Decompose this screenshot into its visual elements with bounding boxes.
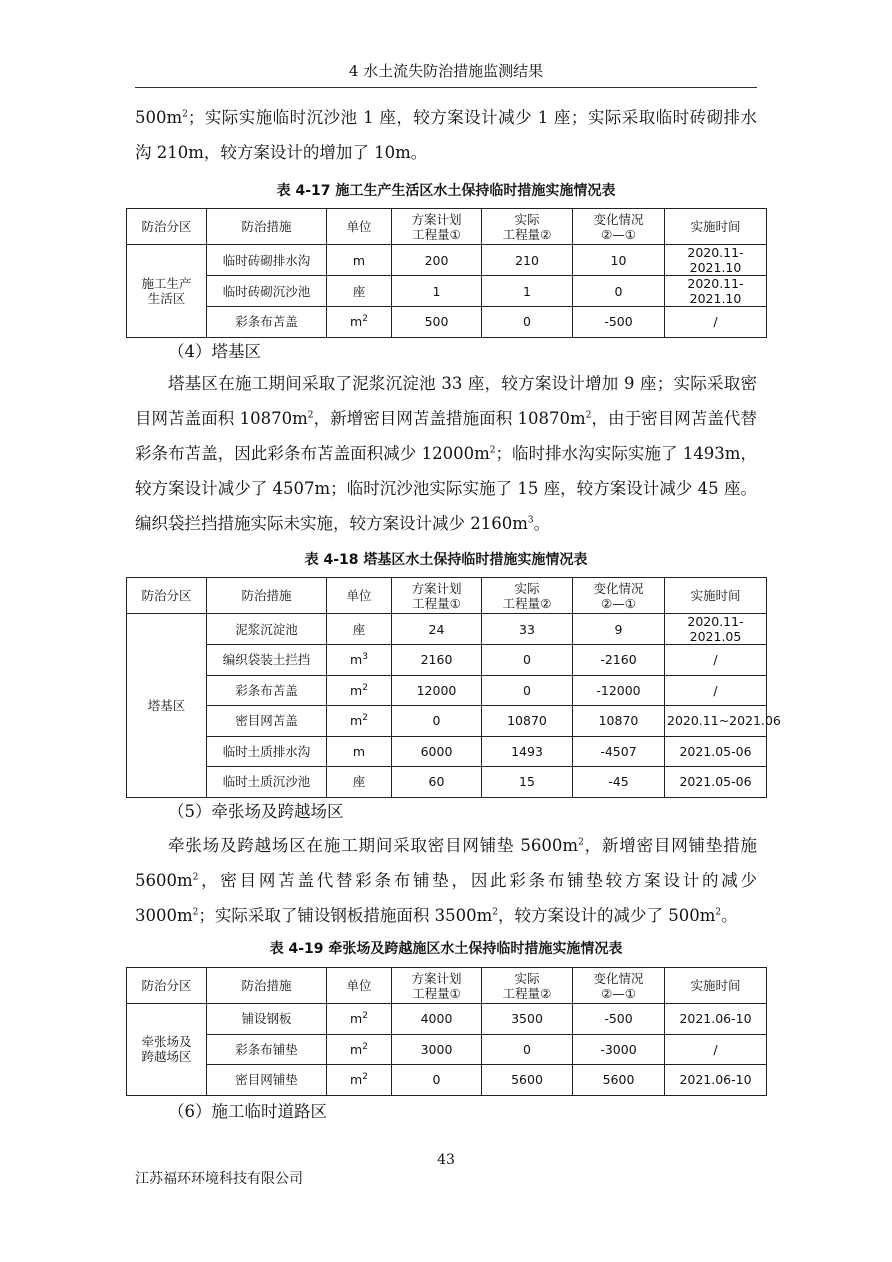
actual-cell: 210 [482,245,573,276]
header-actual: 实际 工程量② [482,578,573,614]
header-change: 变化情况 ②—① [573,968,665,1004]
table-row [127,245,767,276]
actual-cell: 0 [482,307,573,338]
unit-cell: $m^2$ [327,1065,392,1096]
measure-cell: 临时土质沉沙池 [207,767,327,798]
section-heading-5: （5）牵张场及跨越场区 [168,802,344,821]
table-row [127,1065,767,1096]
time-cell: 2020.11-2021.05 [665,614,767,645]
zone-cell: 牵张场及 跨越场区 [127,1004,207,1096]
header-change: 变化情况 ②—① [573,578,665,614]
plan-cell: 6000 [392,736,482,767]
section-heading-4: （4）塔基区 [168,342,261,361]
unit-cell: $m^2$ [327,1004,392,1035]
unit-cell: $m^2$ [327,307,392,338]
actual-cell: 1493 [482,736,573,767]
actual-cell: 33 [482,614,573,645]
paragraph-section-4: 塔基区在施工期间采取了泥浆沉淀池 33 座，较方案设计增加 9 座；实际采取密目网苫盖面积 $10870m^2$，新增密目网苫盖措施面积 $10870m^2$，由于密目网苫盖代替彩条布苫盖，因此彩条布苫盖面积减少 $12000m^2$；临时排水沟实际实施了 1493m，较方案设计减少了 4507m；临时沉沙池实际实施了 15 座，较方案设计减少 45 座。编织袋拦挡措施实际未实施，较方案设计减少 $2160m^3$。 [135,374,757,533]
time-cell: / [665,1034,767,1065]
zone-cell: 施工生产 生活区 [127,245,207,338]
actual-cell: 15 [482,767,573,798]
table-4-17-caption: 表 4-17 施工生产生活区水土保持临时措施实施情况表 [276,183,616,199]
unit-cell: $m^2$ [327,1034,392,1065]
plan-cell: 2160 [392,645,482,676]
change-cell: -500 [573,307,665,338]
header-unit: 单位 [327,578,392,614]
unit-cell: 座 [327,276,392,307]
page-header: 4 水土流失防治措施监测结果 [135,60,757,88]
time-cell: 2020.11-2021.10 [665,245,767,276]
change-cell: 10870 [573,706,665,737]
zone-cell: 塔基区 [127,614,207,798]
plan-cell: 1 [392,276,482,307]
table-row [127,307,767,338]
header-plan: 方案计划 工程量① [392,968,482,1004]
actual-cell: 1 [482,276,573,307]
paragraph-intro: $500m^2$；实际实施临时沉沙池 1 座，较方案设计减少 1 座；实际采取临时砖砌排水沟 210m，较方案设计的增加了 10m。 [135,108,757,162]
table-4-19 [126,967,767,1096]
measure-cell: 彩条布铺垫 [207,1034,327,1065]
unit-cell: $m^3$ [327,645,392,676]
header-zone: 防治分区 [127,578,207,614]
change-cell: 0 [573,276,665,307]
time-cell: 2021.05-06 [665,767,767,798]
table-4-18-caption: 表 4-18 塔基区水土保持临时措施实施情况表 [304,552,588,568]
change-cell: 5600 [573,1065,665,1096]
unit-cell: $m^2$ [327,675,392,706]
measure-cell: 泥浆沉淀池 [207,614,327,645]
change-cell: 9 [573,614,665,645]
table-row [127,706,767,737]
unit-cell: 座 [327,614,392,645]
unit-cell: m [327,736,392,767]
actual-cell: 0 [482,1034,573,1065]
time-cell: 2021.06-10 [665,1004,767,1035]
plan-cell: 12000 [392,675,482,706]
page-number: 43 [437,1152,455,1168]
time-cell: / [665,307,767,338]
time-cell: / [665,645,767,676]
header-unit: 单位 [327,209,392,245]
plan-cell: 200 [392,245,482,276]
header-zone: 防治分区 [127,968,207,1004]
plan-cell: 24 [392,614,482,645]
header-time: 实施时间 [665,968,767,1004]
measure-cell: 临时砖砌排水沟 [207,245,327,276]
header-plan: 方案计划 工程量① [392,578,482,614]
measure-cell: 彩条布苫盖 [207,307,327,338]
header-actual: 实际 工程量② [482,209,573,245]
table-header-row [127,209,767,245]
plan-cell: 500 [392,307,482,338]
unit-cell: $m^2$ [327,706,392,737]
change-cell: -500 [573,1004,665,1035]
measure-cell: 临时砖砌沉沙池 [207,276,327,307]
table-4-17 [126,208,767,338]
change-cell: 10 [573,245,665,276]
time-cell: 2020.11~2021.06 [665,706,767,737]
time-cell: 2021.05-06 [665,736,767,767]
section-heading-6: （6）施工临时道路区 [168,1102,327,1121]
plan-cell: 4000 [392,1004,482,1035]
table-header-row [127,968,767,1004]
header-measure: 防治措施 [207,209,327,245]
plan-cell: 60 [392,767,482,798]
plan-cell: 3000 [392,1034,482,1065]
header-plan: 方案计划 工程量① [392,209,482,245]
measure-cell: 铺设钢板 [207,1004,327,1035]
time-cell: 2021.06-10 [665,1065,767,1096]
change-cell: -3000 [573,1034,665,1065]
change-cell: -12000 [573,675,665,706]
table-row [127,645,767,676]
change-cell: -2160 [573,645,665,676]
header-unit: 单位 [327,968,392,1004]
table-row [127,1034,767,1065]
measure-cell: 密目网苫盖 [207,706,327,737]
actual-cell: 0 [482,675,573,706]
actual-cell: 3500 [482,1004,573,1035]
table-row [127,767,767,798]
paragraph-section-5: 牵张场及跨越场区在施工期间采取密目网铺垫 $5600m^2$，新增密目网铺垫措施 $5600m^2$，密目网苫盖代替彩条布铺垫，因此彩条布铺垫较方案设计的减少 $3000m^2$；实际采取了铺设钢板措施面积 $3500m^2$，较方案设计的减少了 $500m^2$。 [135,836,757,925]
change-cell: -4507 [573,736,665,767]
header-actual: 实际 工程量② [482,968,573,1004]
table-row [127,276,767,307]
table-row [127,614,767,645]
header-time: 实施时间 [665,209,767,245]
table-4-19-caption: 表 4-19 牵张场及跨越施区水土保持临时措施实施情况表 [269,941,623,957]
table-row [127,1004,767,1035]
plan-cell: 0 [392,706,482,737]
table-row [127,736,767,767]
header-zone: 防治分区 [127,209,207,245]
measure-cell: 密目网铺垫 [207,1065,327,1096]
table-header-row [127,578,767,614]
actual-cell: 5600 [482,1065,573,1096]
time-cell: / [665,675,767,706]
unit-cell: m [327,245,392,276]
table-4-18 [126,577,781,798]
unit-cell: 座 [327,767,392,798]
change-cell: -45 [573,767,665,798]
measure-cell: 编织袋装土拦挡 [207,645,327,676]
actual-cell: 10870 [482,706,573,737]
measure-cell: 彩条布苫盖 [207,675,327,706]
header-time: 实施时间 [665,578,767,614]
header-change: 变化情况 ②—① [573,209,665,245]
measure-cell: 临时土质排水沟 [207,736,327,767]
time-cell: 2020.11-2021.10 [665,276,767,307]
header-measure: 防治措施 [207,968,327,1004]
header-measure: 防治措施 [207,578,327,614]
company-footer: 江苏福环环境科技有限公司 [135,1171,303,1187]
plan-cell: 0 [392,1065,482,1096]
table-row [127,675,767,706]
actual-cell: 0 [482,645,573,676]
